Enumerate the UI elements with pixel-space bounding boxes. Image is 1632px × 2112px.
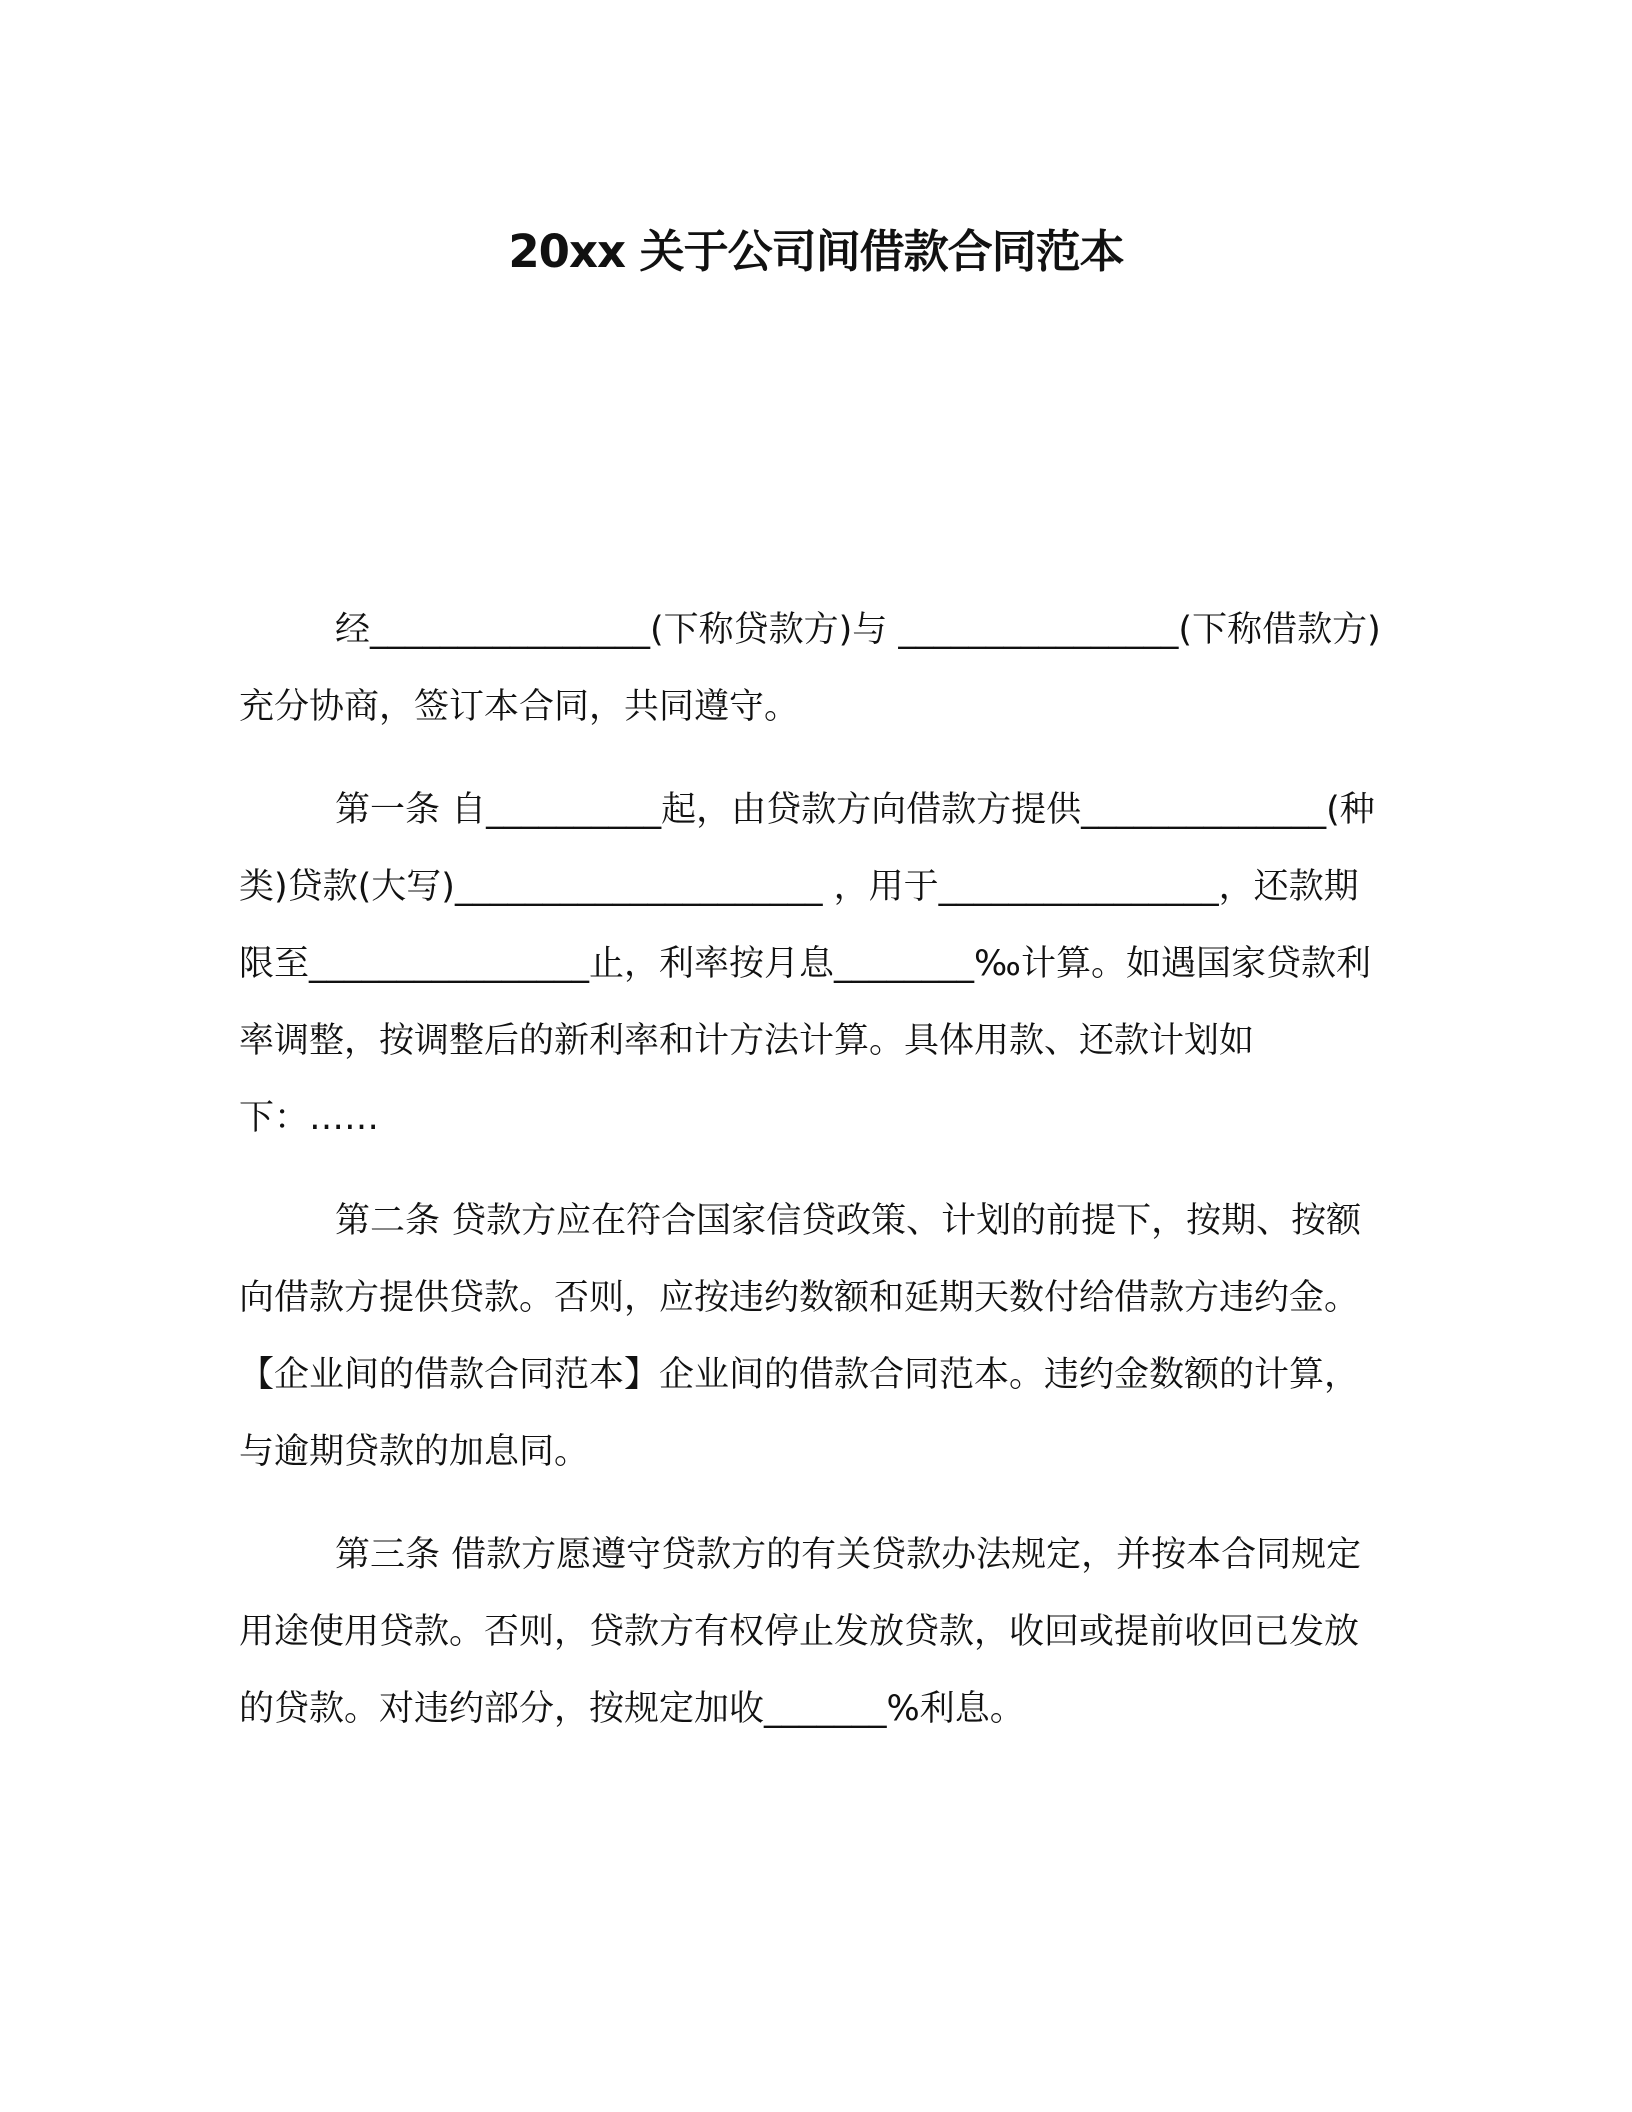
document-title: 20xx 关于公司间借款合同范本 [508,225,1124,278]
paragraph-article-2: 第二条 贷款方应在符合国家信贷政策、计划的前提下，按期、按额向借款方提供贷款。否则，应按违约数额和延期天数付给借款方违约金。【企业间的借款合同范本】企业间的借款合同范本。违约金数额的计算，与逾期贷款的加息同。 [239,1201,1362,1472]
paragraph-article-3: 第三条 借款方愿遵守贷款方的有关贷款办法规定，并按本合同规定用途使用贷款。否则，贷款方有权停止发放贷款，收回或提前收回已发放的贷款。对违约部分，按规定加收_______%利息。 [239,1535,1362,1729]
document-body [239,592,1389,1774]
paragraph-preamble: 经________________(下称贷款方)与 ________________(下称借款方)充分协商，签订本合同，共同遵守。 [239,610,1381,727]
paragraph-article-1: 第一条 自__________起，由贷款方向借款方提供______________(种类)贷款(大写)_____________________ ，用于________________，还款期限至________________止，利率按月息________‰计算。如遇国家贷款利率调整，按调整后的新利率和计方法计算。具体用款、还款计划如下：…… [239,790,1375,1138]
